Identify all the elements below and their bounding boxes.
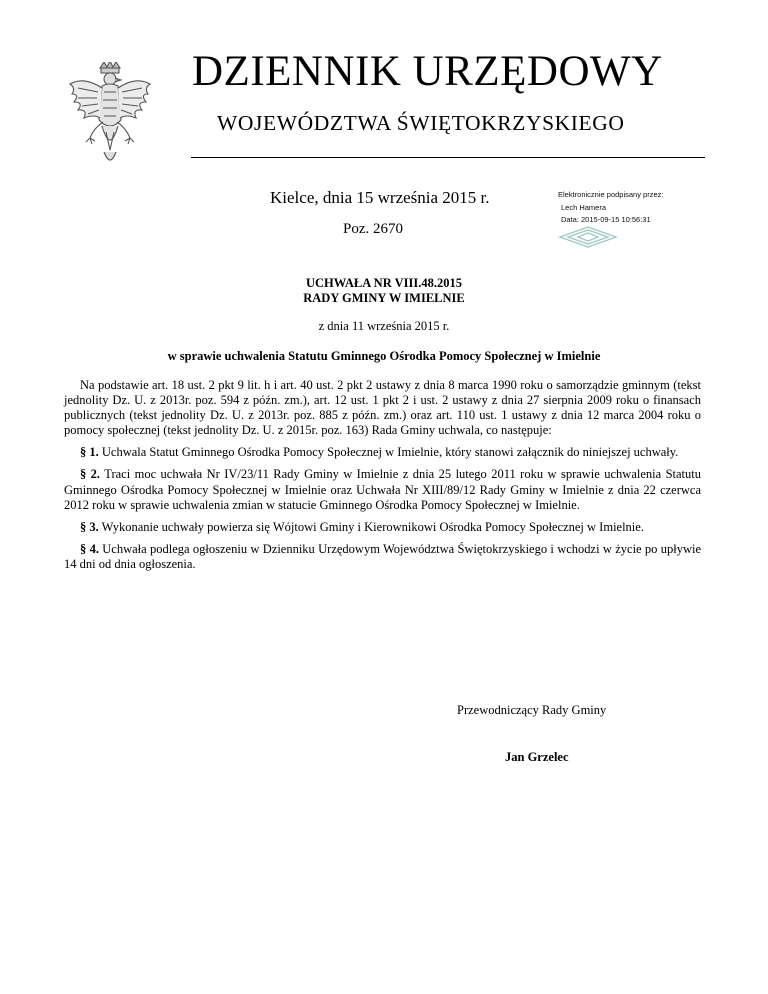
position-number: Poz. 2670 [343,221,403,237]
polish-eagle-emblem-icon [64,62,156,170]
paragraph-4 [64,542,701,572]
paragraph-mark: § 3. [80,519,99,534]
paragraph-1 [64,445,701,460]
journal-subtitle: WOJEWÓDZTWA ŚWIĘTOKRZYSKIEGO [217,111,625,135]
paragraph-text: Uchwala Statut Gminnego Ośrodka Pomocy Społecznej w Imielnie, który stanowi załącznik do niniejszej uchwały. [101,445,679,460]
signature-date: Data: 2015-09-15 10:56:31 [561,215,651,224]
resolution-subject: w sprawie uchwalenia Statutu Gminnego Ośrodka Pomocy Społecznej w Imielnie [167,349,601,363]
place-date: Kielce, dnia 15 września 2015 r. [270,188,490,207]
paragraph-mark: § 2. [80,467,101,482]
resolution-body [64,378,701,579]
chair-name: Jan Grzelec [505,750,569,764]
resolution-issuer: RADY GMINY W IMIELNIE [303,291,465,305]
paragraph-3 [64,520,701,535]
chair-role: Przewodniczący Rady Gminy [457,703,607,717]
resolution-date: z dnia 11 września 2015 r. [318,319,450,333]
paragraph-text: Uchwała podlega ogłoszeniu w Dzienniku Urzędowym Województwa Świętokrzyskiego i wchodzi w życie po upływie 14 dni od dnia ogłoszenia. [64,541,702,571]
paragraph-text: Wykonanie uchwały powierza się Wójtowi Gminy i Kierownikowi Ośrodka Pomocy Społecznej w Imielnie. [101,519,644,534]
verified-signature-icon [558,225,618,249]
resolution-title: UCHWAŁA NR VIII.48.2015 [305,276,463,290]
signature-label: Elektronicznie podpisany przez: [558,190,664,199]
electronic-signature-box [558,190,728,250]
header-divider [191,157,705,158]
signer-name: Lech Hamera [561,203,607,212]
journal-title: DZIENNIK URZĘDOWY [192,48,663,95]
paragraph-mark: § 1. [80,445,99,460]
paragraph-mark: § 4. [80,541,99,556]
preamble: Na podstawie art. 18 ust. 2 pkt 9 lit. h i art. 40 ust. 2 pkt 2 ustawy z dnia 8 marca 1990 roku o samorządzie gminnym (tekst jednolity Dz. U. z 2013r. poz. 594 z późn. zm.), art. 12 ust. 1 pkt 2 i ust. 2 ustawy z dnia 27 sierpnia 2009 roku o finansach publicznych (tekst jednolity Dz. U. z 2013r. poz. 885 z późn. zm.) oraz art. 110 ust. 1 ustawy z dnia 12 marca 2004 roku o pomocy społecznej (tekst jednolity Dz. U. z 2015r. poz. 163) Rada Gminy uchwala, co następuje: [64,378,701,438]
paragraph-text: Traci moc uchwała Nr IV/23/11 Rady Gminy w Imielnie z dnia 25 lutego 2011 roku w sprawie uchwalenia Statutu Gminnego Ośrodka Pomocy Społecznej w Imielnie oraz Uchwała Nr XIII/89/12 Rady Gminy w Imielnie z dnia 22 czerwca 2012 roku w sprawie uchwalenia zmian w statucie Gminnego Ośrodka Pomocy Społecznej w Imielnie. [64,467,701,512]
paragraph-2 [64,467,701,512]
